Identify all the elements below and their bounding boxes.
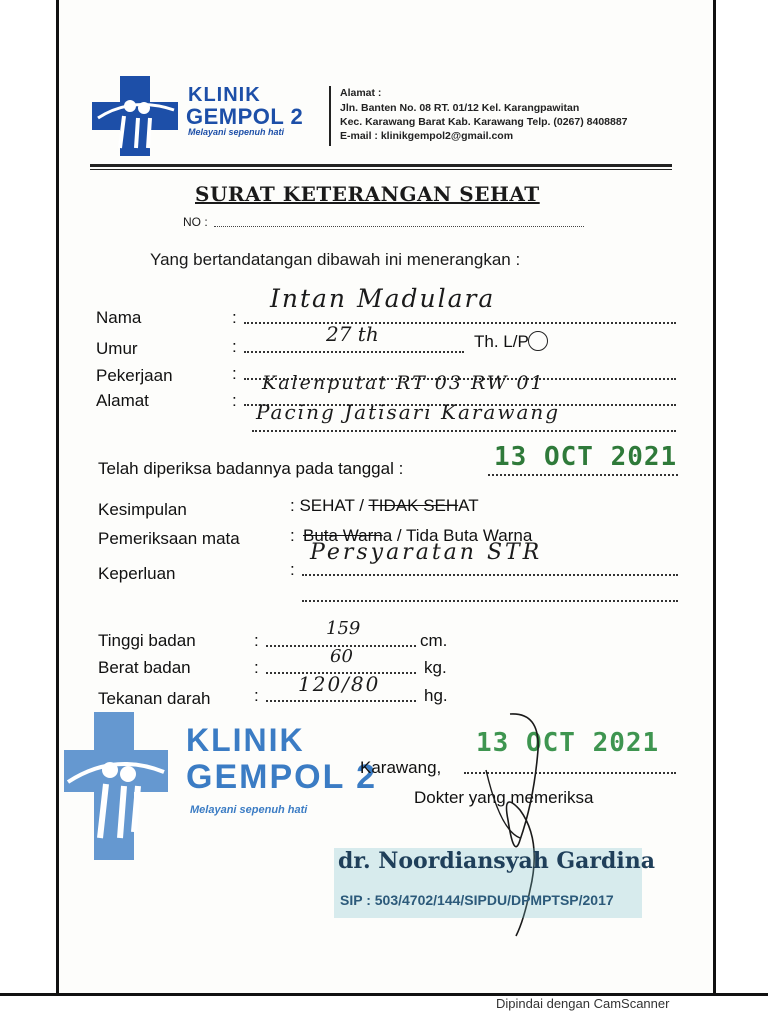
keperluan-colon: :: [290, 560, 295, 579]
kesimpulan-selected: : SEHAT /: [290, 496, 369, 515]
header-rule: [90, 164, 672, 167]
umur-suffix: Th. L/P: [474, 332, 529, 351]
clinic-name-line1: KLINIK: [188, 84, 261, 106]
keperluan-line-2: [302, 600, 678, 602]
doctor-name: dr. Noordiansyah Gardina: [338, 848, 656, 874]
kesimpulan-label: Kesimpulan: [98, 500, 187, 519]
umur-line: [244, 351, 464, 353]
signature-place: Karawang,: [360, 758, 442, 777]
doctor-sip: SIP : 503/4702/144/SIPDU/DPMPTSP/2017: [340, 892, 614, 908]
exam-date-label: Telah diperiksa badannya pada tanggal :: [98, 459, 404, 478]
umur-label: Umur: [96, 339, 138, 358]
medical-cross-icon: [92, 76, 178, 156]
nama-colon: :: [232, 308, 237, 327]
berat-label: Berat badan: [98, 658, 191, 677]
berat-colon: :: [254, 658, 259, 677]
stamp-cross-icon: [64, 712, 168, 860]
tekanan-colon: :: [254, 686, 259, 705]
address-line-1: Jln. Banten No. 08 RT. 01/12 Kel. Karangpawitan: [340, 102, 580, 114]
clinic-tagline: Melayani sepenuh hati: [188, 127, 285, 137]
exam-date-stamp: 13 OCT 2021: [494, 442, 678, 472]
signature-date-stamp: 13 OCT 2021: [476, 728, 660, 758]
alamat-colon: :: [232, 391, 237, 410]
umur-value: 27 th: [326, 322, 379, 346]
clinic-logo: [92, 76, 178, 156]
nama-line: [244, 322, 676, 324]
pekerjaan-label: Pekerjaan: [96, 366, 173, 385]
stamp-name-line2: GEMPOL 2: [186, 758, 378, 796]
kesimpulan-struck: TIDAK SEH: [368, 496, 459, 515]
tekanan-unit: hg.: [424, 686, 448, 705]
tekanan-line: [266, 700, 416, 702]
kesimpulan-tail: AT: [458, 496, 479, 515]
tekanan-value: 120/80: [298, 672, 381, 696]
tinggi-colon: :: [254, 631, 259, 650]
scan-border-left: [0, 0, 59, 996]
alamat-label: Alamat: [96, 391, 149, 410]
tinggi-unit: cm.: [420, 631, 448, 650]
tekanan-label: Tekanan darah: [98, 689, 211, 708]
keperluan-line-1: [302, 574, 678, 576]
berat-value: 60: [330, 646, 353, 667]
address-line-2: Kec. Karawang Barat Kab. Karawang Telp. (0267) 8408887: [340, 116, 628, 128]
keperluan-value: Persyaratan STR: [310, 540, 543, 565]
alamat-value-line1: Kalenputat RT 03 RW 01: [262, 372, 545, 394]
document-number-label: NO :: [183, 215, 208, 229]
scan-border-right: [713, 0, 768, 996]
stamp-name-line1: KLINIK: [186, 722, 305, 758]
tinggi-value: 159: [326, 618, 361, 639]
exam-date-line: [488, 474, 678, 476]
examiner-label: Dokter yang memeriksa: [414, 788, 594, 807]
nama-label: Nama: [96, 308, 142, 327]
keperluan-label: Keperluan: [98, 564, 176, 583]
scanner-watermark: Dipindai dengan CamScanner: [496, 996, 670, 1011]
address-label: Alamat :: [340, 87, 382, 99]
tinggi-label: Tinggi badan: [98, 631, 196, 650]
clinic-name-line2: GEMPOL 2: [186, 104, 304, 129]
mata-tail: a / Tida Buta Warna: [382, 526, 533, 545]
document-title: SURAT KETERANGAN SEHAT: [195, 182, 540, 206]
pekerjaan-colon: :: [232, 364, 237, 383]
intro-text: Yang bertandatangan dibawah ini menerangkan :: [150, 250, 521, 269]
mata-struck: Buta Warn: [303, 526, 383, 545]
clinic-stamp-logo: [64, 712, 168, 860]
header-divider: [329, 86, 331, 146]
gender-circle-mark: [528, 331, 548, 351]
mata-label: Pemeriksaan mata: [98, 529, 240, 548]
document-number-line: [214, 226, 584, 227]
kesimpulan-value: [290, 496, 479, 516]
mata-colon: :: [290, 526, 295, 545]
clinic-email: E-mail : klinikgempol2@gmail.com: [340, 130, 514, 142]
nama-value: Intan Madulara: [270, 284, 496, 313]
header-rule-thin: [90, 169, 672, 170]
berat-unit: kg.: [424, 658, 447, 677]
alamat-line-2: [252, 430, 676, 432]
umur-colon: :: [232, 337, 237, 356]
alamat-value-line2: Pacing Jatisari Karawang: [256, 400, 561, 424]
stamp-tagline: Melayani sepenuh hati: [190, 804, 308, 816]
